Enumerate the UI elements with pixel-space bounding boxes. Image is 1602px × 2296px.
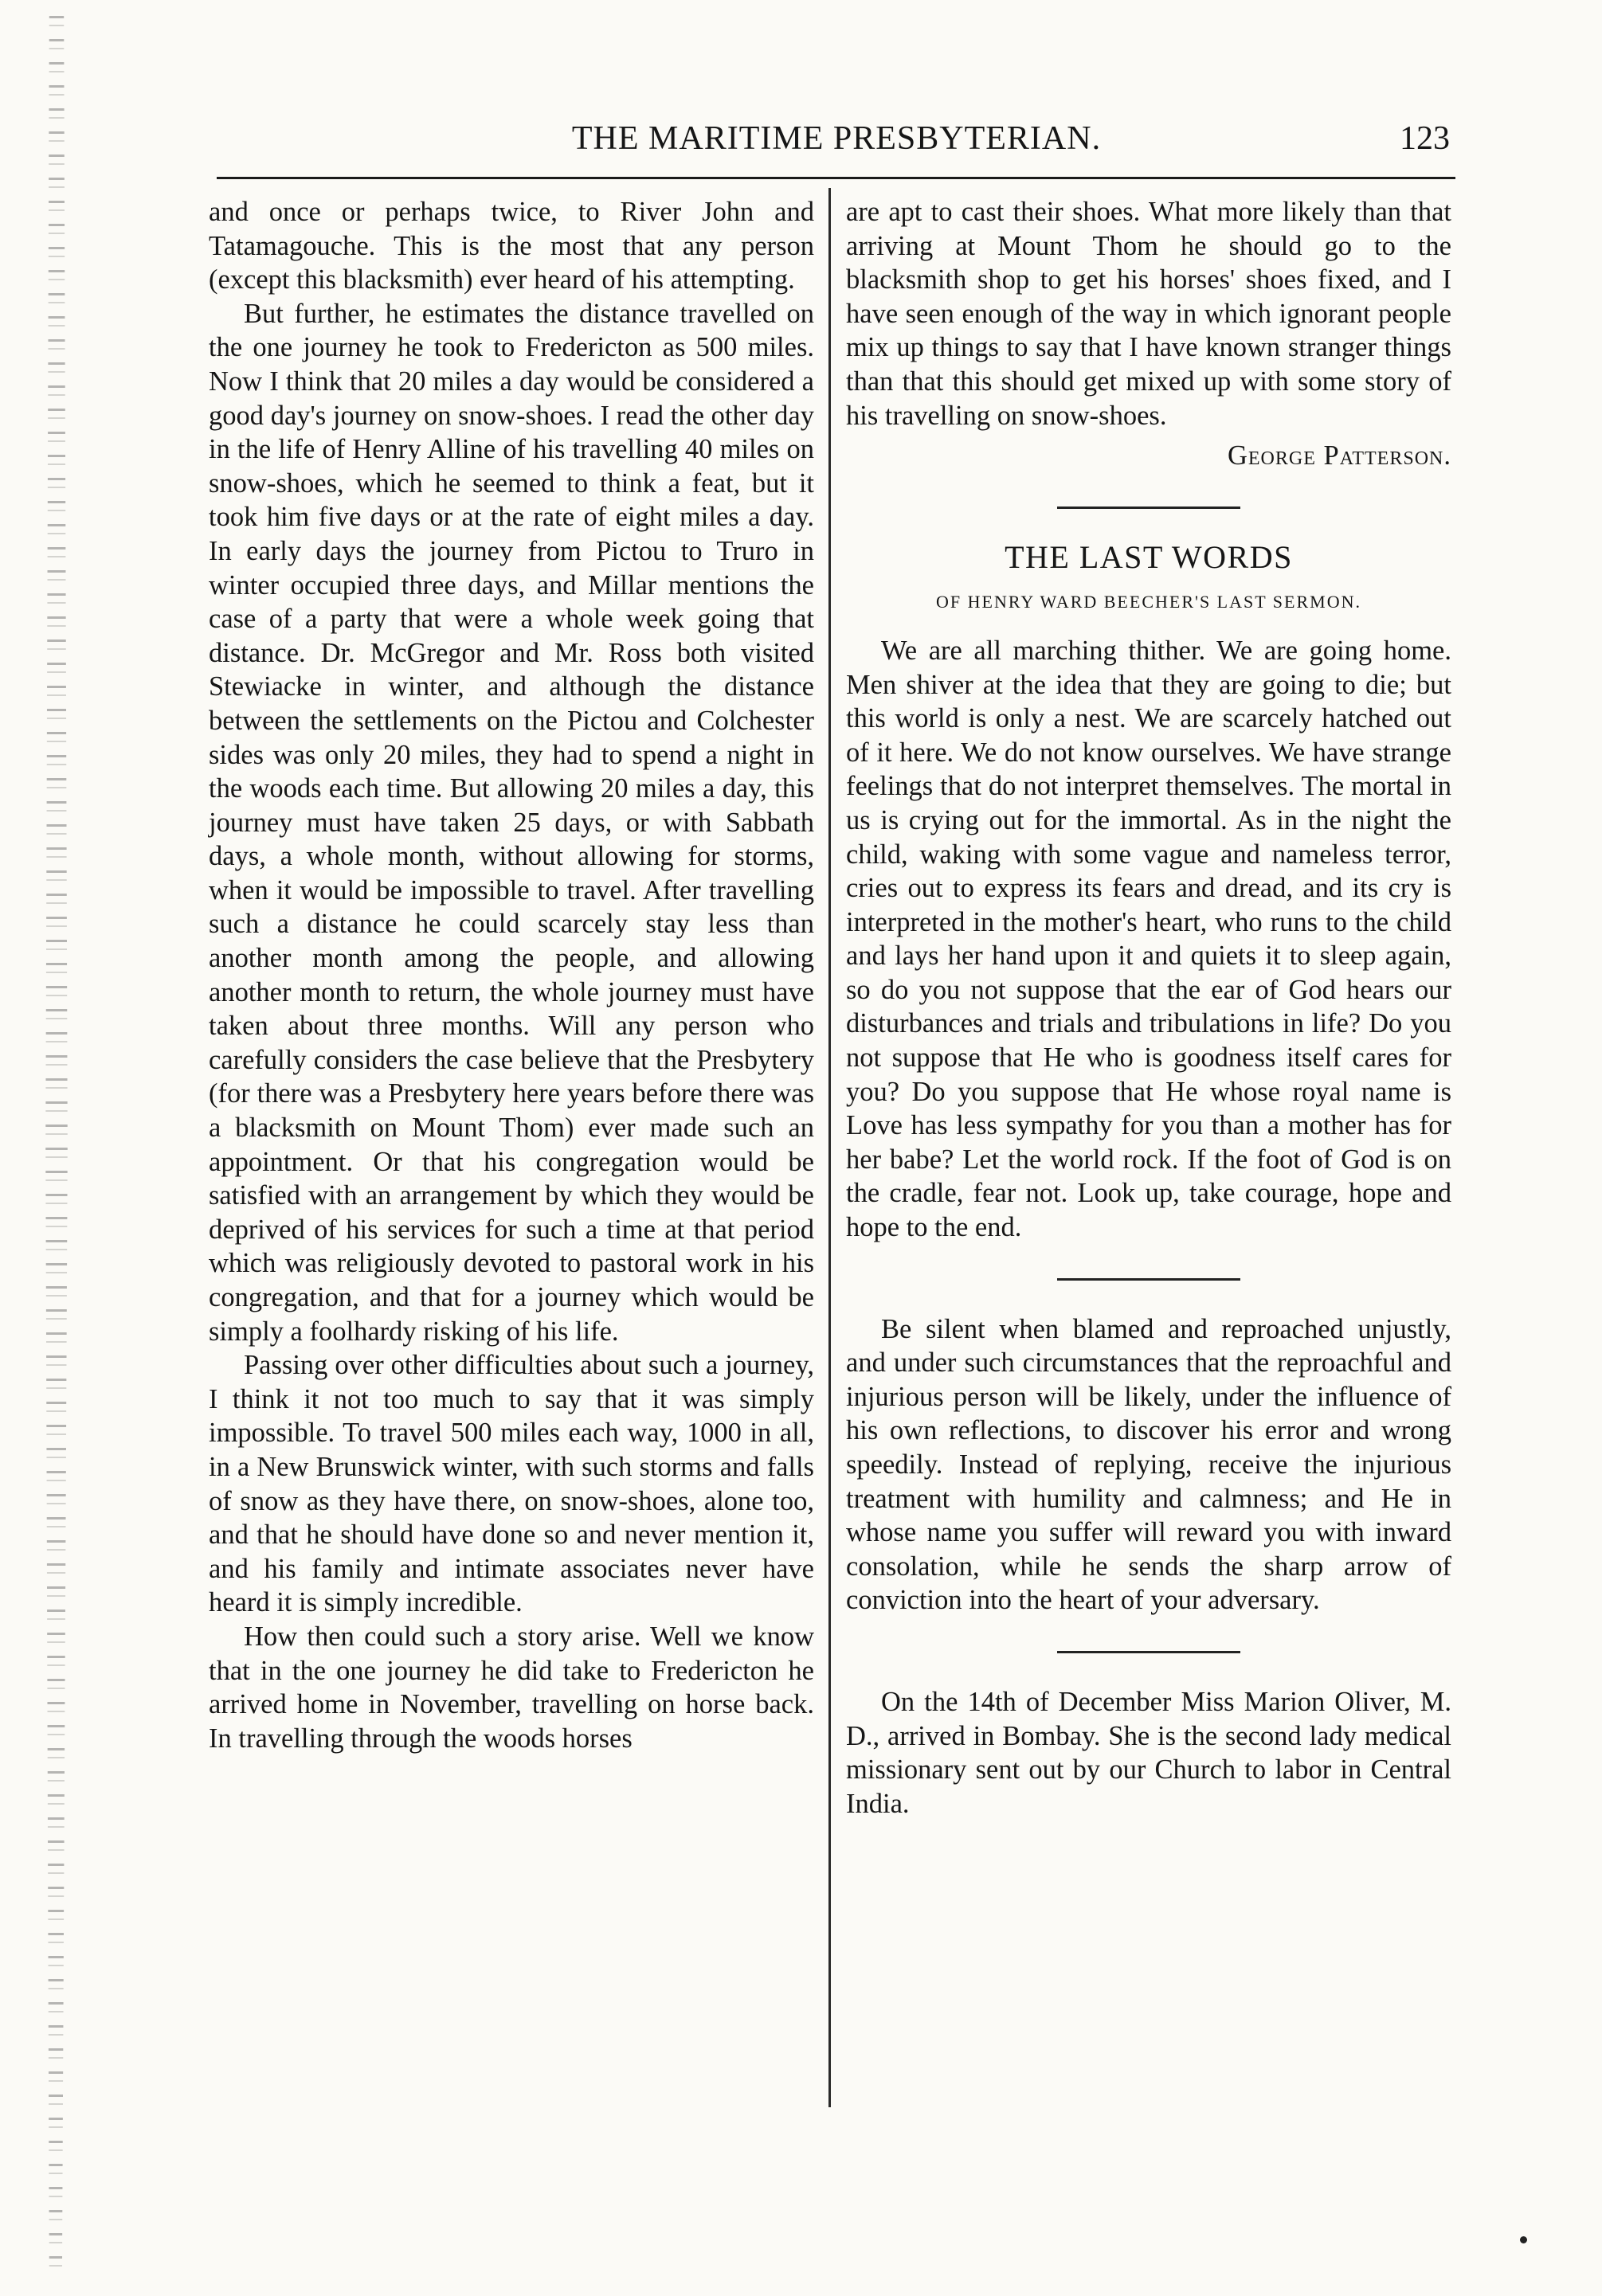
author-signature: George Patterson.	[1227, 440, 1451, 471]
right-column	[846, 195, 1451, 1821]
section-divider	[1057, 1278, 1240, 1281]
left-column	[209, 195, 814, 1755]
paragraph-continuation: are apt to cast their shoes. What more likely than that arriving at Mount Thom he should go to the blacksmith shop to get his horses' shoes fixed, and I have seen enough of the way in which ignorant people mix up things to say that I have known stranger things than that this should get mixed up with some story of his travelling on snow-shoes.	[846, 197, 1451, 431]
article-subtitle: OF HENRY WARD BEECHER'S LAST SERMON.	[936, 592, 1361, 612]
paragraph-continuation: and once or perhaps twice, to River John and Tatamagouche. This is the most that any person (except this blacksmith) ever heard of his attempting.	[209, 197, 814, 295]
paragraph-story-origin: How then could such a story arise. Well we know that in the one journey he did take to Fredericton he arrived home in November, travelling on horse back. In travelling through the woods horses	[209, 1621, 814, 1754]
paragraph-news-item: On the 14th of December Miss Marion Oliver, M. D., arrived in Bombay. She is the second lady medical missionary sent out by our Church to labor in Central India.	[846, 1686, 1451, 1819]
page-header-title: THE MARITIME PRESBYTERIAN.	[571, 120, 1102, 157]
page-number: 123	[1400, 120, 1450, 157]
paragraph-be-silent: Be silent when blamed and reproached unjustly, and under such circumstances that the reproachful and injurious person will be likely, under the influence of his own reflections, to discover his error and wrong speedily. Instead of replying, receive the injurious treatment with humility and calmness; and He in whose name you suffer will reward you with inward consolation, while he sends the sharp arrow of conviction into the heart of your adversary.	[846, 1313, 1451, 1616]
article-body: We are all marching thither. We are going home. Men shiver at the idea that they are going to die; but this world is only a nest. We are scarcely hatched out of it here. We do not know ourselves. We have strange feelings that do not interpret themselves. The mortal in us is crying out for the immortal. As in the night the child, waking with some vague and nameless terror, cries out to express its fears and dread, and its cry is interpreted in the mother's heart, who runs to the child and lays her hand upon it and quiets it to sleep again, so do you not suppose that the ear of God hears our disturbances and trials and tribulations in life? Do you not suppose that He who is goodness itself cares for you? Do you suppose that He whose royal name is Love has less sympathy for you than a mother has for her babe? Let the world rock. If the foot of God is on the cradle, fear not. Look up, take courage, hope and hope to the end.	[846, 635, 1451, 1243]
article-title: THE LAST WORDS	[1005, 538, 1293, 575]
paragraph-distance: But further, he estimates the distance travelled on the one journey he took to Fredericton as 500 miles. Now I think that 20 miles a day would be considered a good day's journey on snow-shoes. I read the other day in the life of Henry Alline of his travelling 40 miles on snow-shoes, which he seemed to think a feat, but it took him five days or at the rate of eight miles a day. In early days the journey from Pictou to Truro in winter occupied three days, and Millar mentions the case of a party that were a whole week going that distance. Dr. McGregor and Mr. Ross both visited Stewiacke in winter, and although the distance between the settlements on the Pictou and Colchester sides was only 20 miles, they had to spend a night in the woods each time. But allowing 20 miles a day, this journey must have taken 25 days, or with Sabbath days, a whole month, without allowing for storms, when it would be impossible to travel. After travelling such a distance he could scarcely stay less than another month among the people, and allowing another month to return, the whole journey must have taken about three months. Will any person who carefully considers the case believe that the Presbytery (for there was a Presbytery here years before there was a blacksmith on Mount Thom) ever made such an appointment. Or that his congregation would be satisfied with an arrangement by which they would be deprived of his services for such a time at that period which was religiously devoted to pastoral work in his congregation, and that for a journey which would be simply a foolhardy risking of his life.	[209, 298, 814, 1347]
column-divider	[828, 188, 831, 2107]
scan-edge-marks	[38, 16, 75, 2278]
section-divider	[1057, 507, 1240, 509]
section-divider	[1057, 1651, 1240, 1653]
paragraph-difficulties: Passing over other difficulties about such a journey, I think it not too much to say that it was simply impossible. To travel 500 miles each way, 1000 in all, in a New Brunswick winter, with such storms and falls of snow as they have there, on snow-shoes, alone too, and that he should have done so and never mention it, and his family and intimate associates never have heard it is simply incredible.	[209, 1350, 814, 1618]
header-rule	[217, 177, 1455, 179]
scan-speck	[1520, 2236, 1527, 2243]
